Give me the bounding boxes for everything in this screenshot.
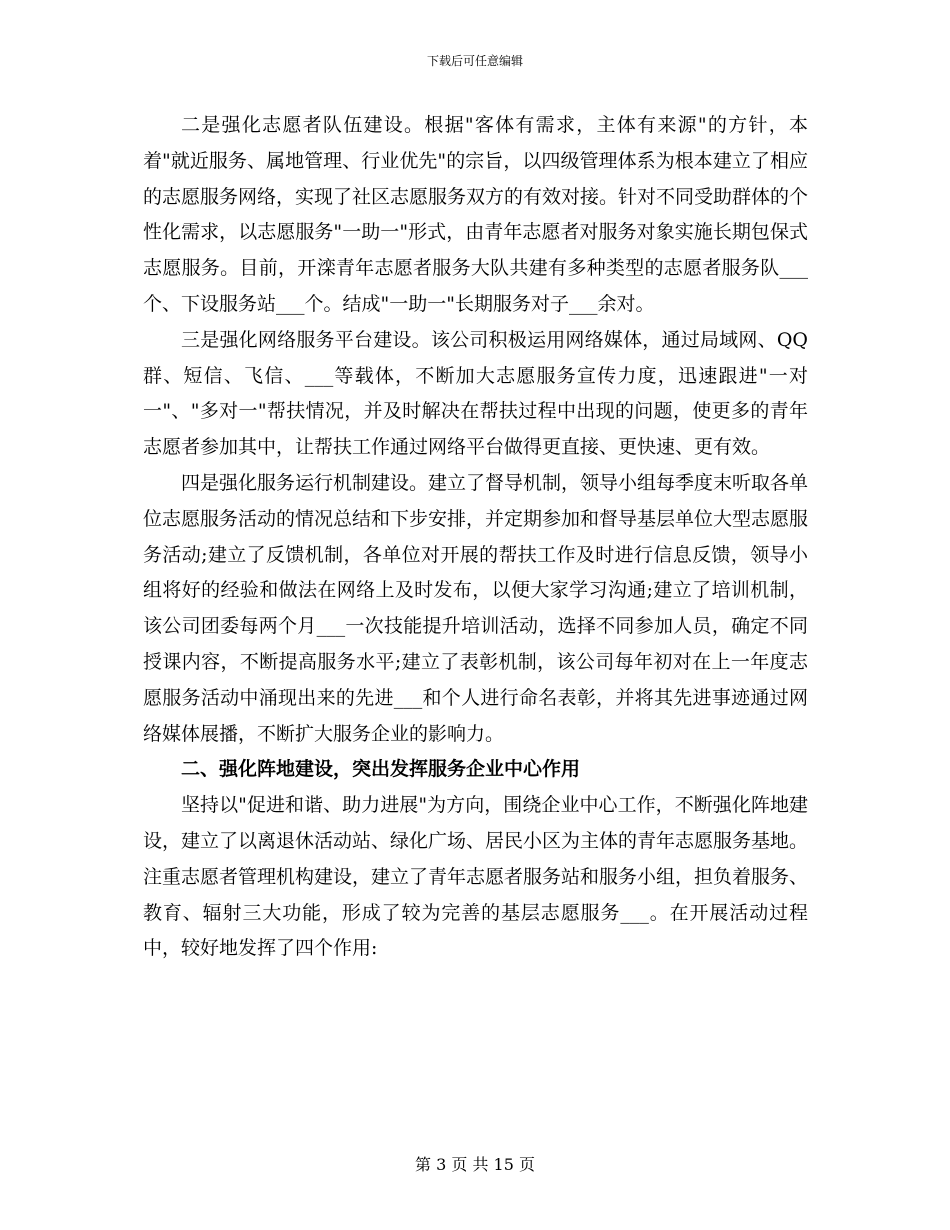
paragraph-base-construction: 坚持以"促进和谐、助力进展"为方向，围绕企业中心工作，不断强化阵地建设，建立了以离退休活动站、绿化广场、居民小区为主体的青年志愿服务基地。注重志愿者管理机构建设，建立了青年志愿者服务站和服务小组，担负着服务、教育、辐射三大功能，形成了较为完善的基层志愿服务___。在开展活动过程中，较好地发挥了四个作用: [143,794,809,960]
paragraph-operation-mechanism: 四是强化服务运行机制建设。建立了督导机制，领导小组每季度末听取各单位志愿服务活动的情况总结和下步安排，并定期参加和督导基层单位大型志愿服务活动;建立了反馈机制，各单位对开展的帮扶工作及时进行信息反馈，领导小组将好的经验和做法在网络上及时发布，以便大家学习沟通;建立了培训机制，该公司团委每两个月___一次技能提升培训活动，选择不同参加人员，确定不同授课内容，不断提高服务水平;建立了表彰机制，该公司每年初对在上一年度志愿服务活动中涌现出来的先进___和个人进行命名表彰，并将其先进事迹通过网络媒体展播，不断扩大服务企业的影响力。 [143,471,809,745]
page-footer: 第 3 页 共 15 页 [415,1155,535,1174]
paragraph-network-platform: 三是强化网络服务平台建设。该公司积极运用网络媒体，通过局域网、QQ群、短信、飞信、___等载体，不断加大志愿服务宣传力度，迅速跟进"一对一"、"多对一"帮扶情况，并及时解决在帮扶过程中出现的问题，使更多的青年志愿者参加其中，让帮扶工作通过网络平台做得更直接、更快速、更有效。 [143,328,808,459]
paragraph-volunteer-team: 二是强化志愿者队伍建设。根据"客体有需求，主体有来源"的方针，本着"就近服务、属地管理、行业优先"的宗旨，以四级管理体系为根本建立了相应的志愿服务网络，实现了社区志愿服务双方的有效对接。针对不同受助群体的个性化需求，以志愿服务"一助一"形式，由青年志愿者对服务对象实施长期包保式志愿服务。目前，开滦青年志愿者服务大队共建有多种类型的志愿者服务队___个、下设服务站___个。结成"一助一"长期服务对子___余对。 [143,114,809,315]
document-body [143,108,808,967]
page-header: 下载后可任意编辑 [426,54,523,68]
section-heading: 二、强化阵地建设，突出发挥服务企业中心作用 [181,758,581,781]
